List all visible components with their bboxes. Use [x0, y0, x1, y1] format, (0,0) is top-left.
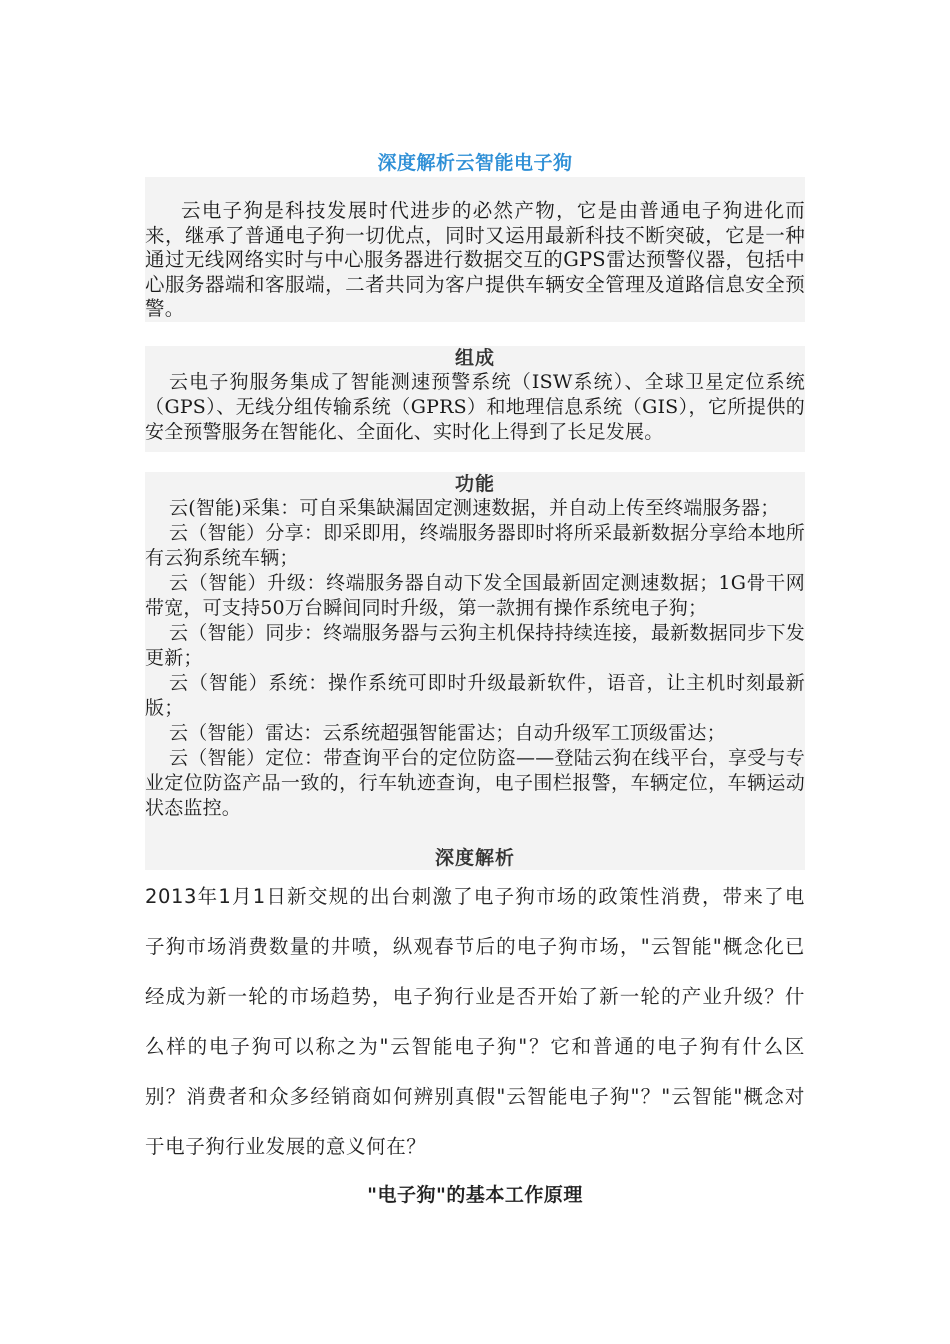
analysis-heading: 深度解析 — [145, 846, 805, 870]
analysis-paragraph: 2013年1月1日新交规的出台刺激了电子狗市场的政策性消费，带来了电子狗市场消费数量的井喷，纵观春节后的电子狗市场，"云智能"概念化已经成为新一轮的市场趋势，电子狗行业是否开始了新一轮的产业升级？什么样的电子狗可以称之为"云智能电子狗"？它和普通的电子狗有什么区别？消费者和众多经销商如何辨别真假"云智能电子狗"？"云智能"概念对于电子狗行业发展的意义何在？ — [145, 885, 805, 1158]
function-item-sync: 云（智能）同步：终端服务器与云狗主机保持持续连接，最新数据同步下发更新； — [145, 622, 805, 669]
function-item-share: 云（智能）分享：即采即用，终端服务器即时将所采最新数据分享给本地所有云狗系统车辆； — [145, 522, 805, 569]
function-item-location: 云（智能）定位：带查询平台的定位防盗——登陆云狗在线平台，享受与专业定位防盗产品一致的，行车轨迹查询，电子围栏报警，车辆定位，车辆运动状态监控。 — [145, 747, 805, 819]
function-item-collect: 云(智能)采集：可自采集缺漏固定测速数据，并自动上传至终端服务器； — [169, 497, 780, 519]
function-item-system: 云（智能）系统：操作系统可即时升级最新软件，语音，让主机时刻最新版； — [145, 672, 805, 719]
intro-block — [145, 177, 805, 322]
function-item-radar: 云（智能）雷达：云系统超强智能雷达；自动升级军工顶级雷达； — [169, 722, 726, 744]
document-title: 深度解析云智能电子狗 — [377, 152, 573, 174]
analysis-section — [145, 872, 805, 1172]
intro-paragraph: 云电子狗是科技发展时代进步的必然产物，它是由普通电子狗进化而来，继承了普通电子狗一切优点，同时又运用最新科技不断突破，它是一种通过无线网络实时与中心服务器进行数据交互的GPS雷达预警仪器，包括中心服务器端和客服端，二者共同为客户提供车辆安全管理及道路信息安全预警。 — [145, 199, 805, 320]
functions-heading: 功能 — [454, 473, 495, 495]
function-item-upgrade: 云（智能）升级：终端服务器自动下发全国最新固定测速数据；1G骨干网带宽，可支持50万台瞬间同时升级，第一款拥有操作系统电子狗； — [145, 572, 805, 619]
principle-heading: "电子狗"的基本工作原理 — [367, 1184, 583, 1206]
composition-section — [145, 346, 805, 452]
functions-section — [145, 472, 805, 870]
composition-paragraph: 云电子狗服务集成了智能测速预警系统（ISW系统）、全球卫星定位系统（GPS）、无线分组传输系统（GPRS）和地理信息系统（GIS），它所提供的安全预警服务在智能化、全面化、实时化上得到了长足发展。 — [145, 371, 805, 443]
composition-heading: 组成 — [454, 347, 495, 369]
